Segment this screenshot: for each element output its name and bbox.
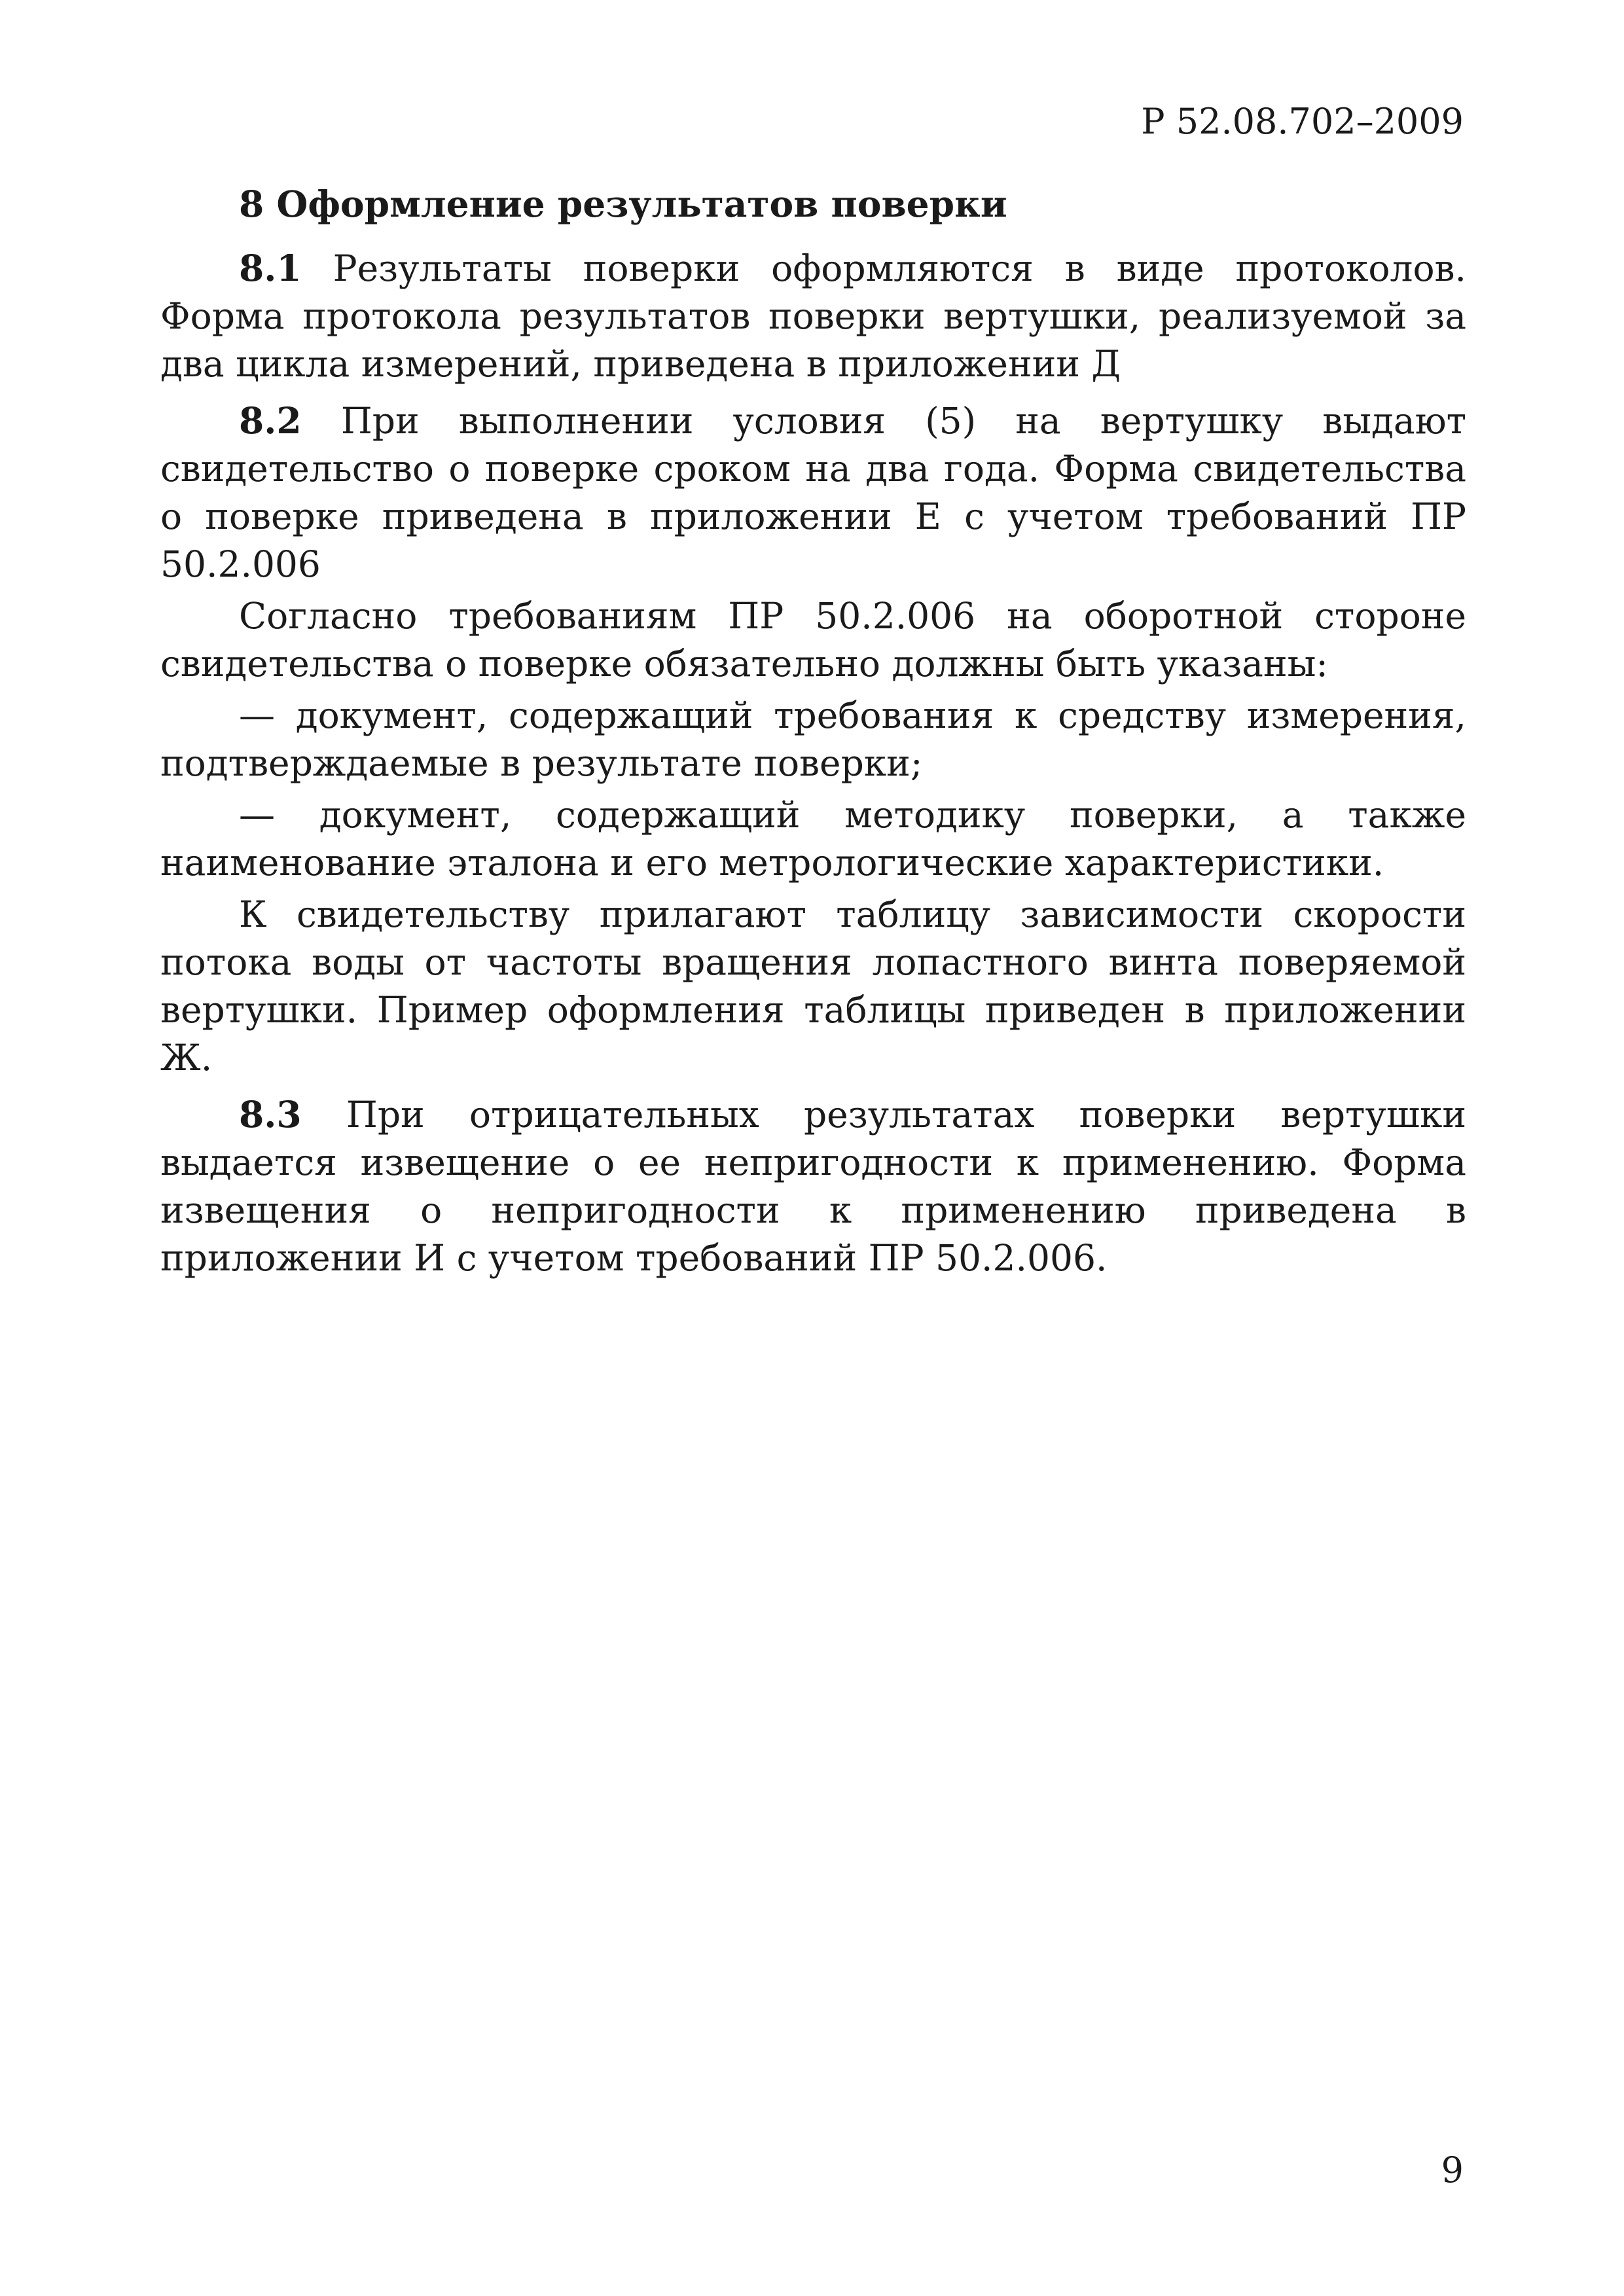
- paragraph-number: 8.2: [239, 399, 302, 442]
- list-item-methodology-document: [160, 791, 1466, 887]
- list-item-requirements-document: [160, 692, 1466, 787]
- paragraph-text: Результаты поверки оформляются в виде протоколов. Форма протокола результатов поверки вертушки, реализуемой за два цикла измерений, приведена в приложении Д: [160, 247, 1467, 385]
- page-number: 9: [1441, 2149, 1464, 2191]
- paragraph-8-3: [160, 1090, 1466, 1282]
- section-title: 8 Оформление результатов поверки: [239, 183, 1007, 225]
- list-item-text: — документ, содержащий методику поверки, а также наименование эталона и его метрологические характеристики.: [160, 794, 1466, 884]
- document-code: Р 52.08.702–2009: [1141, 101, 1464, 142]
- paragraph-8-2: [160, 397, 1466, 588]
- paragraph-text: Согласно требованиям ПР 50.2.006 на оборотной стороне свидетельства о поверке обязательно должны быть указаны:: [160, 595, 1466, 685]
- paragraph-text: При отрицательных результатах поверки вертушки выдается извещение о ее непригодности к применению. Форма извещения о непригодности к применению приведена в приложении И с учетом требований ПР 50.2.006.: [160, 1094, 1466, 1279]
- paragraph-text: К свидетельству прилагают таблицу зависимости скорости потока воды от частоты вращения лопастного винта поверяемой вертушки. Пример оформления таблицы приведен в приложении Ж.: [160, 893, 1466, 1079]
- paragraph-number: 8.3: [239, 1093, 302, 1136]
- paragraph-text: При выполнении условия (5) на вертушку выдают свидетельство о поверке сроком на два года. Форма свидетельства о поверке приведена в приложении Е с учетом требований ПР 50.2.006: [160, 400, 1467, 585]
- paragraph-number: 8.1: [239, 247, 302, 289]
- page-content: [160, 180, 1466, 1291]
- paragraph-8-1: [160, 244, 1466, 388]
- paragraph-table-attachment: [160, 891, 1466, 1082]
- paragraph-requirements-intro: [160, 592, 1466, 688]
- list-item-text: — документ, содержащий требования к средству измерения, подтверждаемые в результате поверки;: [160, 694, 1466, 784]
